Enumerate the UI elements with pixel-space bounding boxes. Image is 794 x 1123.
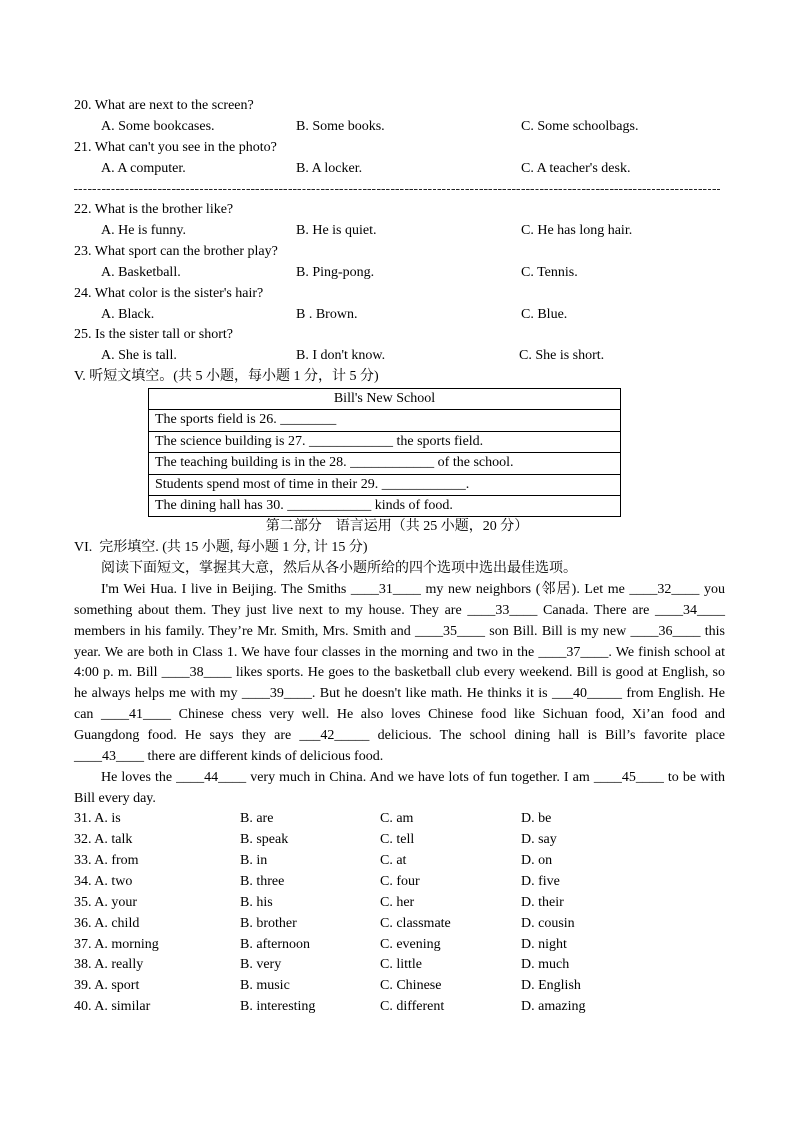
question-23: 23. What sport can the brother play? (74, 244, 278, 260)
choice-row-37 (74, 935, 725, 956)
choice-option: A. talk (94, 832, 133, 848)
option-25-c: C. She is short. (519, 348, 605, 364)
choice-33-a (74, 851, 139, 872)
question-20: 20. What are next to the screen? (74, 98, 254, 113)
passage-line: ____43____ there are different kinds of delicious food. (74, 748, 384, 764)
question-22: 22. What is the brother like? (74, 202, 234, 218)
choice-row-33 (74, 851, 725, 872)
choice-33-b: B. in (240, 853, 268, 869)
choice-33-c: C. at (380, 853, 407, 869)
question-21: 21. What can't you see in the photo? (74, 139, 277, 155)
choice-39-b: B. music (240, 978, 290, 994)
choice-39-c: C. Chinese (380, 978, 442, 994)
choice-31-b: B. are (240, 811, 274, 827)
choice-40-a (74, 997, 150, 1018)
choice-number: 36. (74, 915, 92, 931)
choice-37-a (74, 935, 159, 956)
options-20 (74, 117, 725, 138)
table-row-29: Students spend most of time in their 29. ____________. (149, 475, 620, 496)
passage-line: Bill every day. (74, 790, 156, 806)
table-row-28: The teaching building is in the 28. ____________ of the school. (149, 453, 620, 474)
dash-line (74, 189, 720, 190)
passage-line: He loves the ____44____ very much in China. And we have lots of fun together. I am ____45____ to be with (101, 769, 725, 785)
passage-line: members in his family. They’re Mr. Smith, Mrs. Smith and ____35____ son Bill. Bill is my new ____36____ this (74, 623, 725, 639)
choice-option: A. similar (94, 999, 151, 1015)
choice-number: 40. (74, 999, 92, 1015)
choice-37-b: B. afternoon (240, 936, 310, 952)
choice-37-d: D. night (521, 936, 567, 952)
choice-row-40 (74, 997, 725, 1018)
choice-option: A. really (94, 957, 144, 973)
choice-38-b: B. very (240, 957, 282, 973)
cloze-choices (74, 809, 725, 1018)
passage-line: something about them. They just live next to my house. They are ____33____ Canada. There are ____34____ (74, 602, 725, 618)
option-20-a: A. Some bookcases. (101, 118, 215, 134)
option-25-a: A. She is tall. (101, 348, 177, 364)
choice-32-c: C. tell (380, 832, 415, 848)
option-23-b: B. Ping-pong. (296, 264, 375, 280)
choice-option: A. your (94, 894, 138, 910)
exam-page (74, 96, 725, 1018)
option-24-b: B . Brown. (296, 306, 358, 322)
choice-row-39 (74, 976, 725, 997)
section-vi-heading: VI. 完形填空. (共 15 小题, 每小题 1 分, 计 15 分) (74, 540, 368, 556)
choice-35-a (74, 893, 137, 914)
cloze-passage (74, 580, 725, 809)
choice-34-d: D. five (521, 873, 560, 889)
option-21-b: B. A locker. (296, 160, 363, 176)
choice-row-34 (74, 872, 725, 893)
choice-36-a (74, 914, 139, 935)
choice-40-b: B. interesting (240, 999, 316, 1015)
option-25-b: B. I don't know. (296, 348, 386, 364)
choice-36-d: D. cousin (521, 915, 575, 931)
choice-option: A. from (94, 853, 139, 869)
choice-option: A. is (94, 811, 121, 827)
choice-32-b: B. speak (240, 832, 289, 848)
fill-in-table (148, 388, 621, 517)
choice-40-d: D. amazing (521, 999, 586, 1015)
choice-34-b: B. three (240, 873, 285, 889)
table-row-26: The sports field is 26. ________ (149, 410, 620, 431)
choice-option: A. morning (94, 936, 159, 952)
choice-34-a (74, 872, 132, 893)
option-23-a: A. Basketball. (101, 264, 181, 280)
option-21-a: A. A computer. (101, 160, 186, 176)
choice-36-c: C. classmate (380, 915, 451, 931)
choice-33-d: D. on (521, 853, 553, 869)
options-21 (74, 159, 725, 180)
choice-option: A. child (94, 915, 140, 931)
choice-34-c: C. four (380, 873, 420, 889)
choice-number: 35. (74, 894, 92, 910)
choice-40-c: C. different (380, 999, 445, 1015)
choice-row-36 (74, 914, 725, 935)
section-v-heading: V. 听短文填空。(共 5 小题，每小题 1 分，计 5 分) (74, 369, 379, 385)
choice-37-c: C. evening (380, 936, 441, 952)
choice-31-a (74, 809, 121, 830)
choice-row-31 (74, 809, 725, 830)
choice-row-35 (74, 893, 725, 914)
table-row-30: The dining hall has 30. ____________ kinds of food. (149, 496, 620, 517)
choice-38-c: C. little (380, 957, 422, 973)
choice-number: 34. (74, 873, 92, 889)
option-20-c: C. Some schoolbags. (521, 118, 639, 134)
choice-number: 31. (74, 811, 92, 827)
choice-row-38 (74, 955, 725, 976)
options-24 (74, 305, 725, 326)
passage-line: Guangdong food. He says they are ___42_____ delicious. The school dining hall is Bill’s favorite place (74, 727, 725, 743)
options-25 (74, 346, 725, 367)
choice-option: A. sport (94, 978, 140, 994)
choice-32-d: D. say (521, 832, 557, 848)
table-row-27: The science building is 27. ____________ the sports field. (149, 432, 620, 453)
choice-39-d: D. English (521, 978, 581, 994)
option-22-b: B. He is quiet. (296, 223, 377, 239)
choice-number: 39. (74, 978, 92, 994)
option-22-c: C. He has long hair. (521, 223, 633, 239)
choice-36-b: B. brother (240, 915, 297, 931)
passage-line: 4:00 p. m. Bill ____38____ likes sports. He goes to the basketball club every weekend. Bill is good at English, so (74, 665, 725, 681)
passage-line: year. We are both in Class 1. We have four classes in the morning and two in the ____37____. We finish school at (74, 644, 725, 660)
choice-number: 32. (74, 832, 92, 848)
choice-35-d: D. their (521, 894, 564, 910)
choice-38-a (74, 955, 143, 976)
choice-35-c: C. her (380, 894, 415, 910)
options-22 (74, 221, 725, 242)
choice-number: 33. (74, 853, 92, 869)
options-23 (74, 263, 725, 284)
option-23-c: C. Tennis. (521, 264, 578, 280)
choice-39-a (74, 976, 139, 997)
choice-number: 37. (74, 936, 92, 952)
choice-option: A. two (94, 873, 133, 889)
option-24-c: C. Blue. (521, 306, 568, 322)
choice-32-a (74, 830, 132, 851)
dashed-separator (74, 179, 725, 200)
option-22-a: A. He is funny. (101, 223, 187, 239)
choice-38-d: D. much (521, 957, 570, 973)
passage-line: can ____41____ Chinese chess very well. He also loves Chinese food like Sichuan food, Xi’an food and (74, 707, 725, 723)
section-vi-instruction: 阅读下面短文，掌握其大意，然后从各小题所给的四个选项中选出最佳选项。 (101, 561, 577, 577)
passage-line: I'm Wei Hua. I live in Beijing. The Smiths ____31____ my new neighbors (邻居). Let me ____32____ you (101, 581, 725, 597)
choice-31-c: C. am (380, 811, 414, 827)
choice-row-32 (74, 830, 725, 851)
choice-number: 38. (74, 957, 92, 973)
choice-31-d: D. be (521, 811, 552, 827)
choice-35-b: B. his (240, 894, 273, 910)
question-25: 25. Is the sister tall or short? (74, 327, 234, 343)
option-20-b: B. Some books. (296, 118, 385, 134)
part-two-heading: 第二部分 语言运用（共 25 小题，20 分） (265, 519, 529, 535)
passage-line: he always helps me with my ____39____. But he doesn't like math. He thinks it is ___40_____ from English. He (74, 686, 725, 702)
option-24-a: A. Black. (101, 306, 155, 322)
question-24: 24. What color is the sister's hair? (74, 285, 264, 301)
option-21-c: C. A teacher's desk. (521, 160, 631, 176)
table-title: Bill's New School (149, 389, 620, 410)
